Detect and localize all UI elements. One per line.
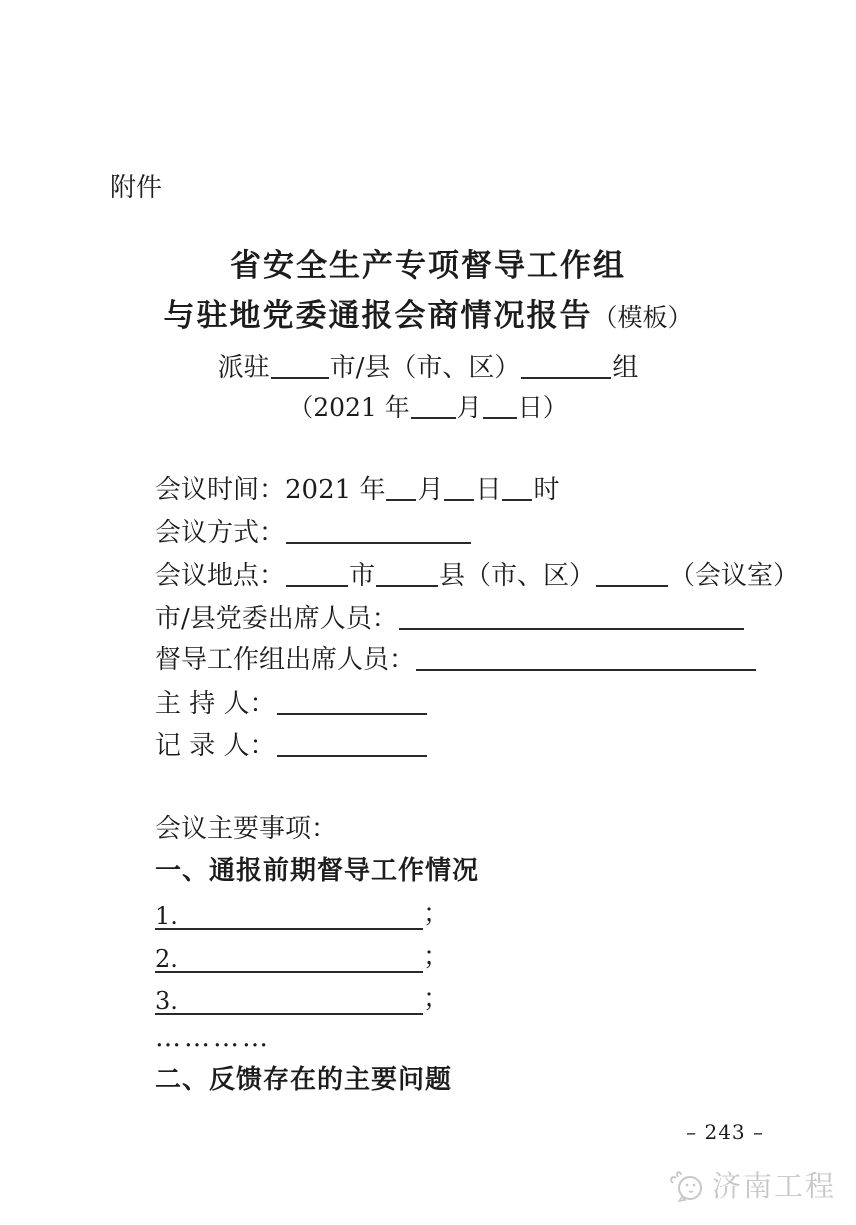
item-number: 1. [155,902,178,930]
agenda-heading: 会议主要事项： [155,814,338,844]
party-attendees-label: 市/县党委出席人员： [155,604,398,634]
dispatch-prefix: 派驻 [217,353,270,383]
item-semicolon: ； [423,984,450,1014]
recorder-label: 记 录 人： [155,731,276,761]
host-line [155,686,428,720]
section2-heading: 二、反馈存在的主要问题 [155,1065,453,1095]
blank-line [502,475,532,501]
meeting-time-day: 日 [475,475,502,505]
item-number-underline [155,943,423,973]
dispatch-line [0,350,856,384]
group-attendees-label: 督导工作组出席人员： [155,645,416,675]
blank-line [286,518,471,544]
blank-line [376,561,438,587]
dispatch-suffix: 组 [612,353,639,383]
date-suffix: 日） [517,393,568,422]
party-attendees-line [155,601,745,635]
location-city-label: 市 [349,561,376,591]
item-number: 3. [155,987,178,1015]
meeting-time-year: 2021 年 [285,475,386,505]
item-number-underline [155,900,423,930]
blank-line [277,689,427,715]
item-number-underline [155,985,423,1015]
agenda-item-2 [155,941,449,973]
agenda-item-3 [155,983,449,1015]
meeting-time-line [155,472,560,506]
item-number: 2. [155,945,178,973]
watermark [668,1164,836,1205]
agenda-item-1 [155,898,449,930]
recorder-line [155,728,428,762]
location-county-label: 县（市、区） [439,561,596,591]
blank-line [411,393,456,419]
date-prefix: （2021 年 [288,393,410,422]
meeting-time-hour: 时 [533,475,560,505]
group-attendees-line [155,642,757,676]
document-title-line1: 省安全生产专项督导工作组 [230,248,626,284]
ellipsis-line: ………… [155,1023,271,1053]
blank-line [596,561,668,587]
item-semicolon: ； [423,942,450,972]
section1-heading: 一、通报前期督导工作情况 [155,856,480,886]
document-title-line2 [0,296,856,338]
dispatch-mid: 市/县（市、区） [329,353,521,383]
host-label: 主 持 人： [155,689,276,719]
blank-line [444,475,474,501]
blank-line [386,475,416,501]
blank-line [286,561,348,587]
title-line2-text: 与驻地党委通报会商情况报告 [163,298,593,334]
page-number: – 243 – [686,1120,764,1144]
mascot-logo-icon [668,1167,706,1203]
attachment-label: 附件 [110,173,163,203]
blank-line [483,393,517,419]
meeting-mode-line [155,515,472,549]
blank-line [277,731,427,757]
blank-line [521,353,611,379]
meeting-time-month: 月 [417,475,444,505]
meeting-mode-label: 会议方式： [155,518,286,548]
meeting-location-line [155,558,799,592]
item-semicolon: ； [423,899,450,929]
blank-line [416,645,756,671]
location-room-label: （会议室） [669,561,800,591]
blank-line [271,353,329,379]
meeting-time-label: 会议时间： [155,475,286,505]
title-template-suffix: （模板） [592,303,693,332]
date-month-label: 月 [456,393,482,422]
date-line [0,390,856,424]
meeting-location-label: 会议地点： [155,561,286,591]
watermark-text: 济南工程 [711,1169,836,1203]
blank-line [399,604,744,630]
